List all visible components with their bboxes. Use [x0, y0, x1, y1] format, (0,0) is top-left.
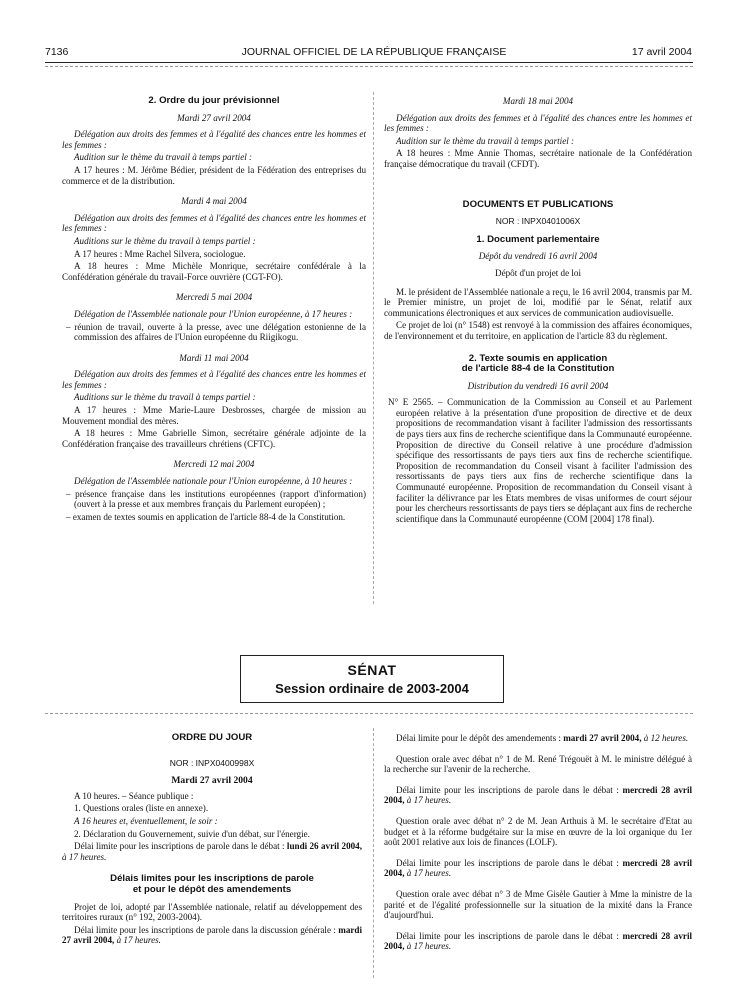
agenda-line-2: 1. Questions orales (liste en annexe).	[74, 803, 209, 814]
agenda-title: ORDRE DU JOUR	[171, 732, 253, 743]
agenda-date: Mercredi 12 mai 2004	[173, 459, 255, 470]
section-title: 2. Ordre du jour prévisionnel	[148, 95, 280, 106]
agenda-item: – réunion de travail, ouverte à la presse, avec une délégation estonienne de la commission des affaires de l'Union européenne du Riigikogu.	[66, 321, 366, 343]
doc2-title-1: 2. Texte soumis en application	[468, 352, 608, 364]
agenda-date: Mardi 4 mai 2004	[181, 196, 247, 207]
agenda-item: – examen de textes soumis en application de l'article 88-4 de la Constitution.	[66, 511, 346, 522]
doc1-subtitle: Dépôt d'un projet de loi	[495, 267, 581, 278]
deadline-3: Délai limite pour les inscriptions de parole dans le débat : mercredi 28 avril 2004, à 17 heures.	[384, 857, 692, 879]
agenda-date: Mardi 27 avril 2004	[171, 775, 253, 787]
deadline-2: Délai limite pour les inscriptions de parole dans le débat : mercredi 28 avril 2004, à 17 heures.	[384, 784, 692, 806]
block-item: A 18 heures : Mme Annie Thomas, secrétaire nationale de la Confédération française démocratique du travail (CFDT).	[384, 148, 692, 169]
block-intro: Délégation aux droits des femmes et à l'égalité des chances entre les hommes et les femmes :	[384, 112, 692, 134]
doc2-text: N° E 2565. – Communication de la Commission au Conseil et au Parlement européen relative à la présentation d'une proposition de directive et de deux propositions de recommandation visant à faciliter l'admission des ressortissants de pays tiers aux fins de recherche scientifique dans la Communauté européenne. Proposition de directive du Conseil relative à une procédure d'admission spécifique des ressortissants de pays tiers aux fins de recherche scientifique. Proposition de recommandation du Conseil visant à faciliter l'admission des ressortissants de pays tiers aux fins de recherche scientifique dans la Communauté européenne. Proposition de recommandation du Conseil visant à faciliter la délivrance par les Etats membres de visas uniformes de court séjour pour les chercheurs ressortissants de pays tiers se déplaçant aux fins de recherche scientifique dans la Communauté européenne (COM [2004] 178 final).	[388, 397, 692, 524]
agenda-item: A 18 heures : Mme Michèle Monrique, secrétaire confédérale à la Confédération générale du travail-Force ouvrière (CGT-FO).	[62, 261, 366, 282]
agenda-intro: Délégation aux droits des femmes et à l'égalité des chances entre les hommes et les femmes :	[62, 129, 366, 150]
question-2: Question orale avec débat n° 2 de M. Jean Arthuis à M. le secrétaire d'Etat au budget et à la réforme budgétaire sur la mise en œuvre de la loi organique du 1er août 2001 relative aux lois de finances (LOLF).	[384, 815, 692, 848]
doc1-paragraph-1: M. le président de l'Assemblée nationale a reçu, le 16 avril 2004, transmis par M. le Premier ministre, un projet de loi, modifié par le Sénat, relatif aux communications électroniques et aux services de communication audiovisuelle.	[384, 286, 692, 318]
column-divider	[373, 92, 374, 604]
agenda-date: Mercredi 5 mai 2004	[175, 292, 253, 303]
docs-title: DOCUMENTS ET PUBLICATIONS	[462, 198, 614, 210]
agenda-date: Mardi 11 mai 2004	[179, 352, 249, 363]
docs-nor: NOR : INPX0401006X	[495, 216, 581, 227]
senat-agenda-right	[384, 733, 692, 954]
agenda-line-1: A 10 heures. – Séance publique :	[74, 790, 194, 801]
agenda-intro: Délégation aux droits des femmes et à l'égalité des chances entre les hommes et les femmes :	[62, 369, 366, 390]
agenda-theme: Audition sur le thème du travail à temps partiel :	[74, 152, 253, 163]
senat-subtitle: Session ordinaire de 2003-2004	[275, 681, 469, 696]
agenda-block	[62, 196, 366, 282]
header-rule	[45, 62, 693, 63]
senat-banner	[240, 655, 504, 703]
doc1-title: 1. Document parlementaire	[476, 233, 600, 245]
agenda-item: A 18 heures : Mme Gabrielle Simon, secrétaire générale adjointe de la Confédération française des travailleurs chrétiens (CFTC).	[62, 428, 366, 449]
agenda-line-5: Délai limite pour les inscriptions de parole dans le débat : lundi 26 avril 2004, à 17 heures.	[62, 841, 362, 862]
agenda-theme: Auditions sur le thème du travail à temps partiel :	[74, 392, 256, 403]
question-3: Question orale avec débat n° 3 de Mme Gisèle Gautier à Mme la ministre de la parité et de l'égalité professionnelle sur la situation de la mixité dans la France d'aujourd'hui.	[384, 888, 692, 921]
agenda-nor: NOR : INPX0400998X	[169, 757, 255, 768]
agenda-intro: Délégation de l'Assemblée nationale pour l'Union européenne, à 17 heures :	[74, 308, 353, 319]
senat-rule	[45, 713, 693, 714]
issue-date: 17 avril 2004	[631, 46, 692, 58]
delais-paragraph-2: Délai limite pour les inscriptions de parole dans la discussion générale : mardi 27 avril 2004, à 17 heures.	[62, 924, 362, 946]
agenda-intro: Délégation de l'Assemblée nationale pour l'Union européenne, à 10 heures :	[74, 476, 353, 487]
senat-title: SÉNAT	[347, 662, 397, 678]
left-column	[62, 96, 366, 532]
deadline-4: Délai limite pour les inscriptions de parole dans le débat : mercredi 28 avril 2004, à 17 heures.	[384, 930, 692, 952]
agenda-intro: Délégation aux droits des femmes et à l'égalité des chances entre les hommes et les femmes :	[62, 212, 366, 234]
agenda-line-4: 2. Déclaration du Gouvernement, suivie d'un débat, sur l'énergie.	[74, 828, 310, 839]
doc2-date: Distribution du vendredi 16 avril 2004	[467, 380, 609, 391]
agenda-item: A 17 heures : Mme Marie-Laure Desbrosses, chargée de mission au Mouvement mondial des mères.	[62, 405, 366, 426]
deadline-1: Délai limite pour le dépôt des amendements : mardi 27 avril 2004, à 12 heures.	[396, 733, 689, 743]
column-divider-bottom	[373, 728, 374, 978]
agenda-block	[62, 459, 366, 522]
delais-title-1: Délais limites pour les inscriptions de parole	[110, 873, 314, 885]
block-date: Mardi 18 mai 2004	[502, 96, 574, 106]
page-number: 7136	[45, 46, 69, 58]
journal-title: JOURNAL OFFICIEL DE LA RÉPUBLIQUE FRANÇAISE	[241, 46, 507, 58]
agenda-block	[62, 353, 366, 450]
right-column	[384, 96, 692, 526]
agenda-item: A 17 heures : M. Jérôme Bédier, président de la Fédération des entreprises du commerce et de la distribution.	[62, 164, 366, 186]
delais-paragraph-1: Projet de loi, adopté par l'Assemblée nationale, relatif au développement des territoires ruraux (n° 192, 2003-2004).	[62, 901, 362, 923]
doc1-paragraph-2: Ce projet de loi (n° 1548) est renvoyé à la commission des affaires économiques, de l'environnement et du territoire, en application de l'article 83 du règlement.	[384, 320, 692, 341]
agenda-date: Mardi 27 avril 2004	[177, 112, 251, 123]
delais-title-2: et pour le dépôt des amendements	[132, 883, 292, 895]
agenda-item: – présence française dans les institutions européennes (rapport d'information) (ouvert à la presse et aux membres français du Parlement européen) ;	[66, 488, 366, 510]
question-1: Question orale avec débat n° 1 de M. René Trégouët à M. le ministre délégué à la recherche sur l'avenir de la recherche.	[384, 753, 692, 775]
agenda-line-3: A 16 heures et, éventuellement, le soir :	[74, 815, 218, 826]
agenda-blocks	[62, 113, 366, 523]
header-rule-dashed	[45, 66, 693, 67]
senat-agenda-left	[62, 733, 362, 948]
block-theme: Audition sur le thème du travail à temps partiel :	[396, 135, 575, 146]
agenda-item: A 17 heures : Mme Rachel Silvera, sociologue.	[74, 248, 246, 259]
agenda-block	[62, 292, 366, 342]
agenda-block	[62, 113, 366, 187]
doc2-title-2: de l'article 88-4 de la Constitution	[461, 363, 615, 375]
agenda-theme: Auditions sur le thème du travail à temps partiel :	[74, 235, 256, 246]
doc1-date: Dépôt du vendredi 16 avril 2004	[478, 251, 598, 262]
